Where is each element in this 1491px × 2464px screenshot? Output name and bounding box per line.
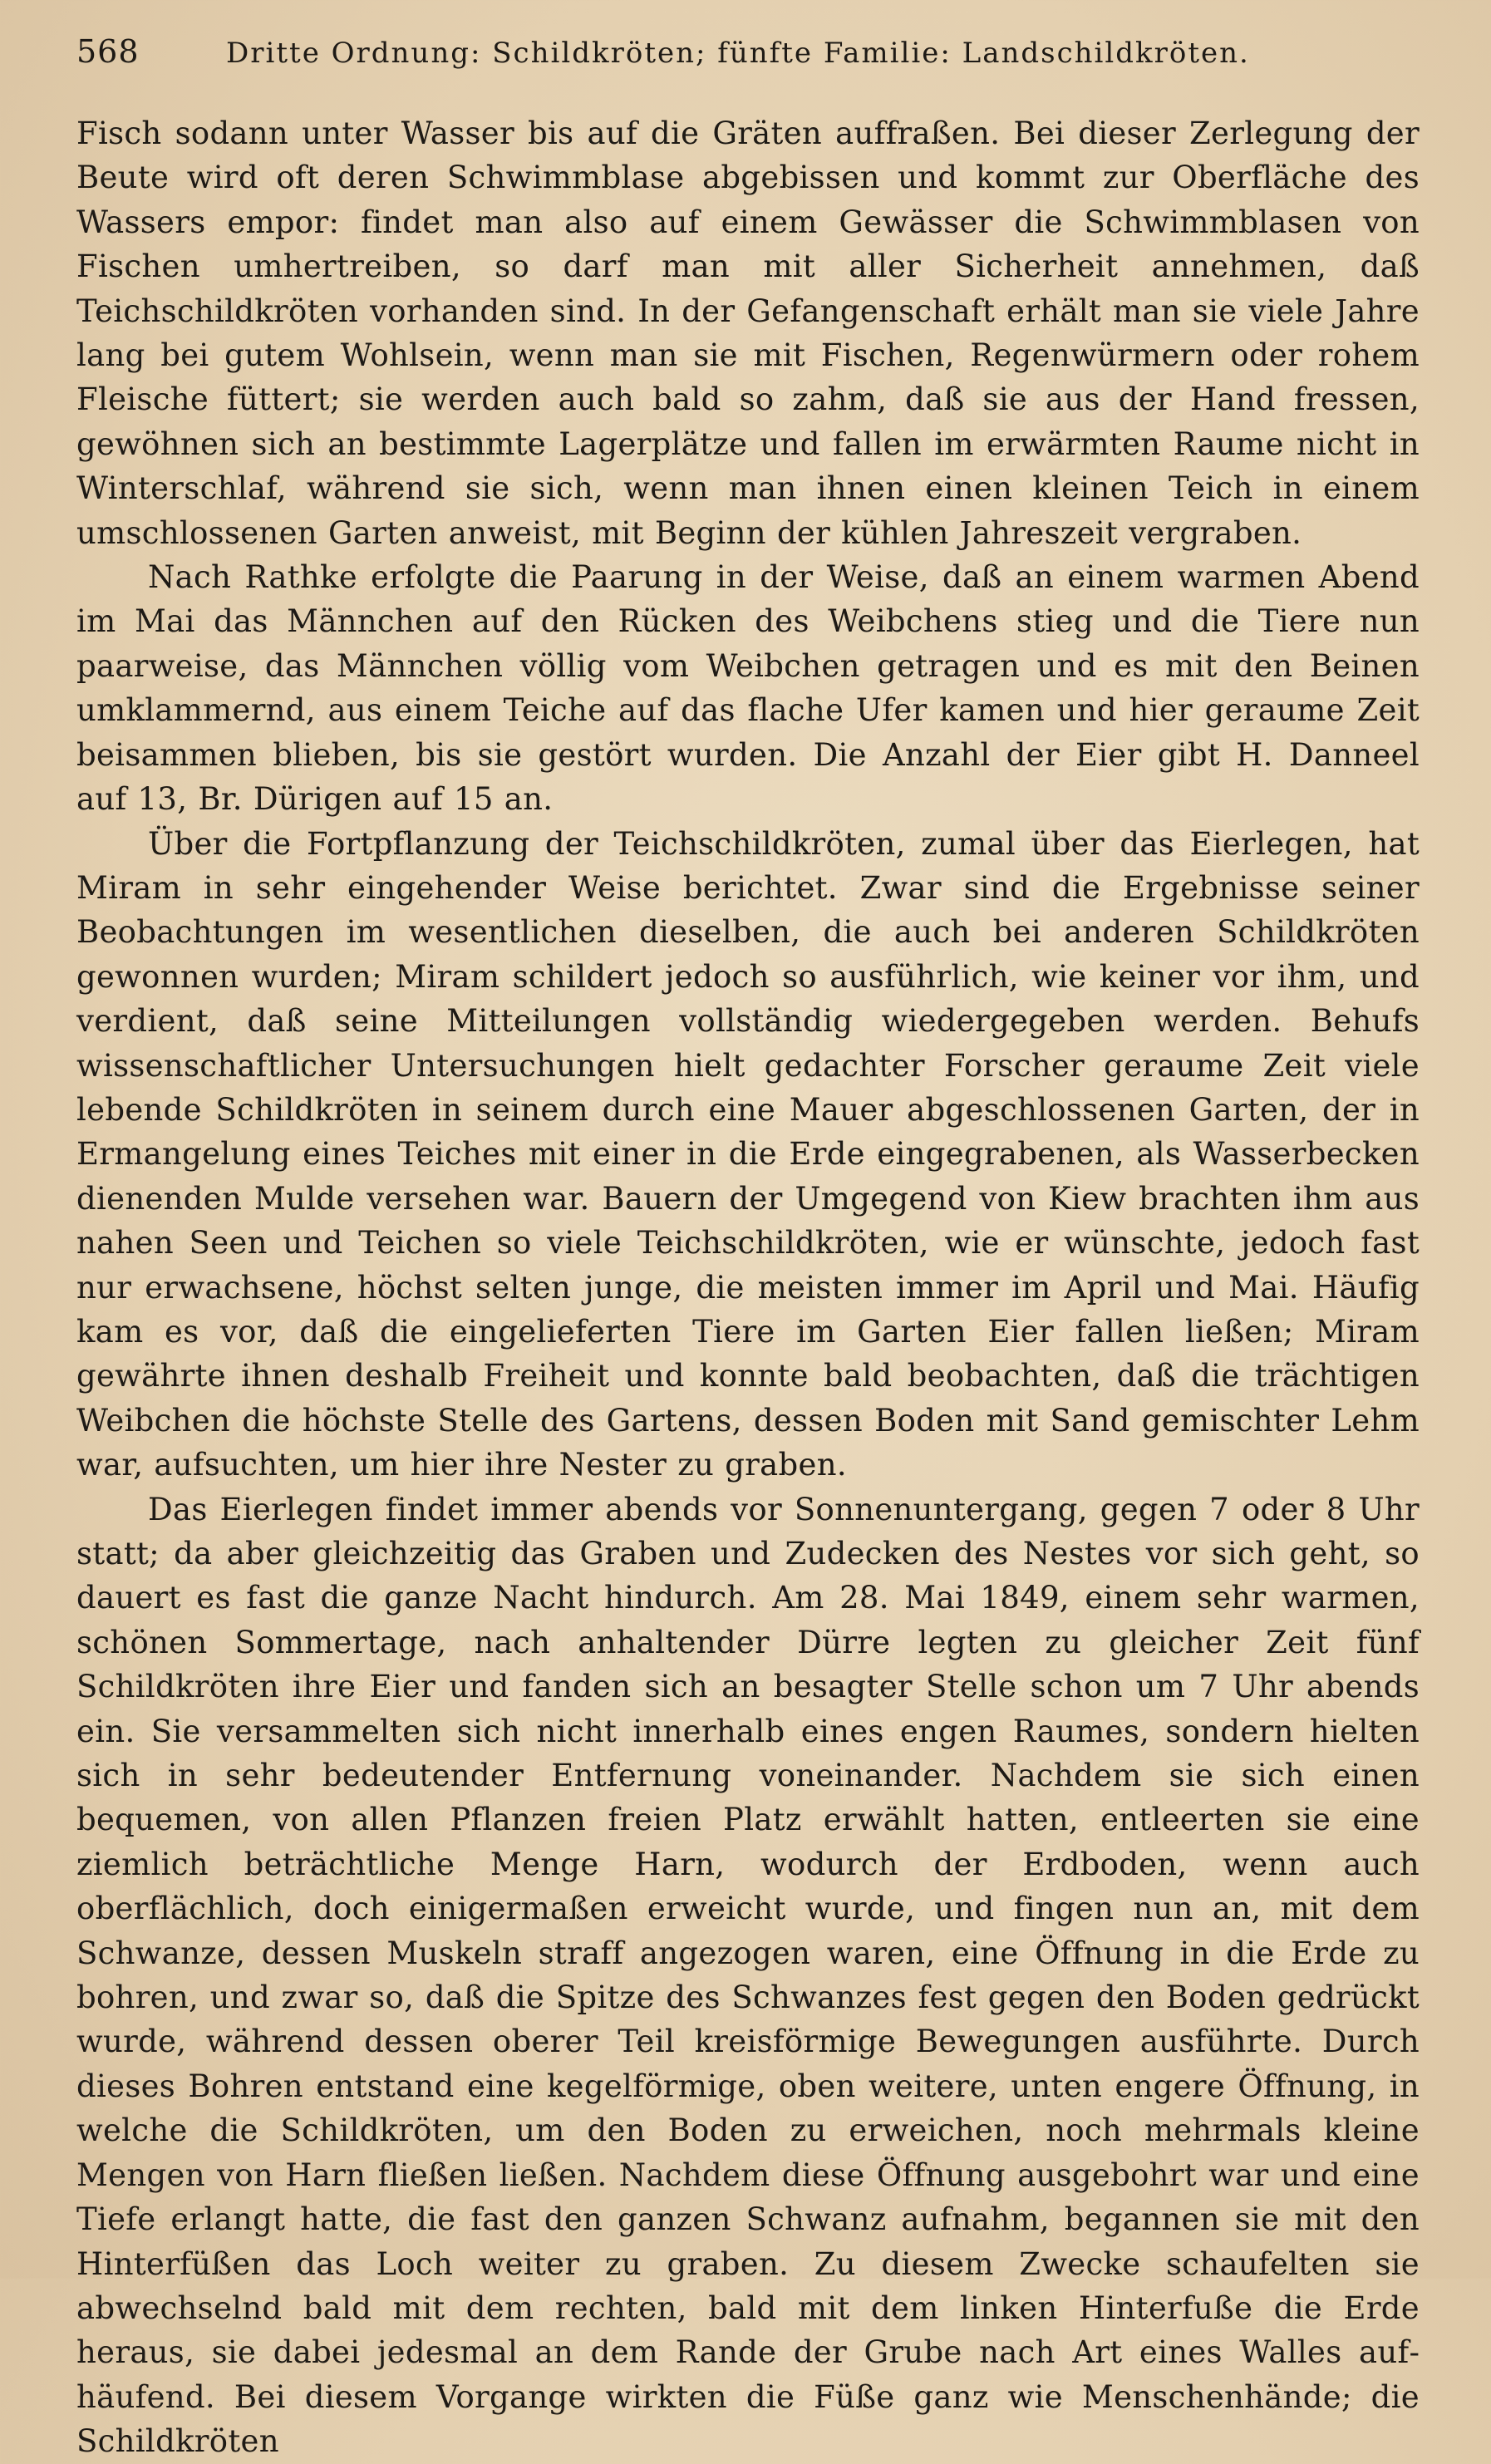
paragraph-1: Fisch sodann unter Wasser bis auf die Gräten auffraßen. Bei dieser Zerlegung der Beute wird oft deren Schwimmblase abgebissen und kommt zur Oberfläche des Wassers empor: findet man also auf einem Gewässer die Schwimmblasen von Fischen umhertreiben, so darf man mit aller Sicherheit annehmen, daß Teichschildkröten vorhanden sind. In der Gefangenschaft erhält man sie viele Jahre lang bei gutem Wohlsein, wenn man sie mit Fischen, Regenwürmern oder rohem Fleische füttert; sie werden auch bald so zahm, daß sie aus der Hand fressen, gewöhnen sich an bestimmte Lagerplätze und fallen im erwärmten Raume nicht in Winterschlaf, während sie sich, wenn man ihnen einen kleinen Teich in einem umschlossenen Garten anweist, mit Beginn der kühlen Jahreszeit vergraben. <box>76 116 1420 551</box>
running-title: Dritte Ordnung: Schildkröten; fünfte Familie: Landschildkröten. <box>226 37 1250 70</box>
page-number: 568 <box>76 33 140 70</box>
running-head <box>76 33 1420 83</box>
paragraph-2: Nach Rathke erfolgte die Paarung in der Weise, daß an einem warmen Abend im Mai das Männchen auf den Rücken des Weibchens stieg und die Tiere nun paarweise, das Männchen völlig vom Weibchen getragen und es mit den Beinen umklammernd, aus einem Teiche auf das flache Ufer kamen und hier geraume Zeit beisammen blieben, bis sie gestört wurden. Die Anzahl der Eier gibt H. Danneel auf 13, Br. Dürigen auf 15 an. <box>76 559 1420 818</box>
paragraph-3: Über die Fortpflanzung der Teichschildkröten, zumal über das Eierlegen, hat Miram in sehr eingehender Weise berichtet. Zwar sind die Ergebnisse seiner Beobachtungen im wesentlichen dieselben, die auch bei anderen Schildkröten gewonnen wurden; Miram schildert jedoch so ausführlich, wie keiner vor ihm, und verdient, daß seine Mitteilungen vollständig wiedergegeben werden. Behufs wissenschaftlicher Untersuchungen hielt gedachter Forscher geraume Zeit viele lebende Schildkröten in seinem durch eine Mauer abgeschlossenen Garten, der in Ermangelung eines Teiches mit einer in die Erde eingegrabenen, als Wasserbecken dienenden Mulde versehen war. Bauern der Umgegend von Kiew brachten ihm aus nahen Seen und Teichen so viele Teichschildkröten, wie er wünschte, jedoch fast nur erwachsene, höchst selten junge, die meisten immer im April und Mai. Häufig kam es vor, daß die eingelieferten Tiere im Garten Eier fallen ließen; Miram gewährte ihnen deshalb Freiheit und konnte bald beobachten, daß die trächtigen Weibchen die höchste Stelle des Gartens, dessen Boden mit Sand gemischter Lehm war, aufsuchten, um hier ihre Nester zu graben. <box>76 825 1420 1483</box>
book-page <box>76 33 1420 2464</box>
body-text <box>76 111 1420 2464</box>
paragraph-4: Das Eierlegen findet immer abends vor Sonnenuntergang, gegen 7 oder 8 Uhr statt; da aber gleichzeitig das Graben und Zudecken des Nestes vor sich geht, so dauert es fast die ganze Nacht hindurch. Am 28. Mai 1849, einem sehr warmen, schönen Sommertage, nach anhaltender Dürre legten zu gleicher Zeit fünf Schildkröten ihre Eier und fanden sich an besagter Stelle schon um 7 Uhr abends ein. Sie versammelten sich nicht innerhalb eines engen Raumes, sondern hielten sich in sehr bedeutender Entfernung voneinander. Nachdem sie sich einen bequemen, von allen Pflanzen freien Platz erwählt hatten, entleerten sie eine ziemlich beträchtliche Menge Harn, wodurch der Erdboden, wenn auch oberflächlich, doch einigermaßen erweicht wurde, und fingen nun an, mit dem Schwanze, dessen Muskeln straff angezogen waren, eine Öffnung in die Erde zu bohren, und zwar so, daß die Spitze des Schwanzes fest gegen den Boden gedrückt wurde, während dessen oberer Teil kreisförmige Bewegungen ausführte. Durch dieses Bohren entstand eine kegelförmige, oben weitere, unten engere Öffnung, in welche die Schildkröten, um den Boden zu erweichen, noch mehrmals kleine Mengen von Harn fließen ließen. Nachdem diese Öffnung ausgebohrt war und eine Tiefe erlangt hatte, die fast den ganzen Schwanz aufnahm, begannen sie mit den Hinterfüßen das Loch weiter zu graben. Zu diesem Zwecke schaufelten sie abwechselnd bald mit dem rechten, bald mit dem linken Hinterfuße die Erde heraus, sie dabei jedesmal an dem Rande der Grube nach Art eines Walles aufhäufend. Bei diesem Vorgange wirkten die Füße ganz wie Menschenhände; die Schildkröten <box>76 1491 1420 2460</box>
